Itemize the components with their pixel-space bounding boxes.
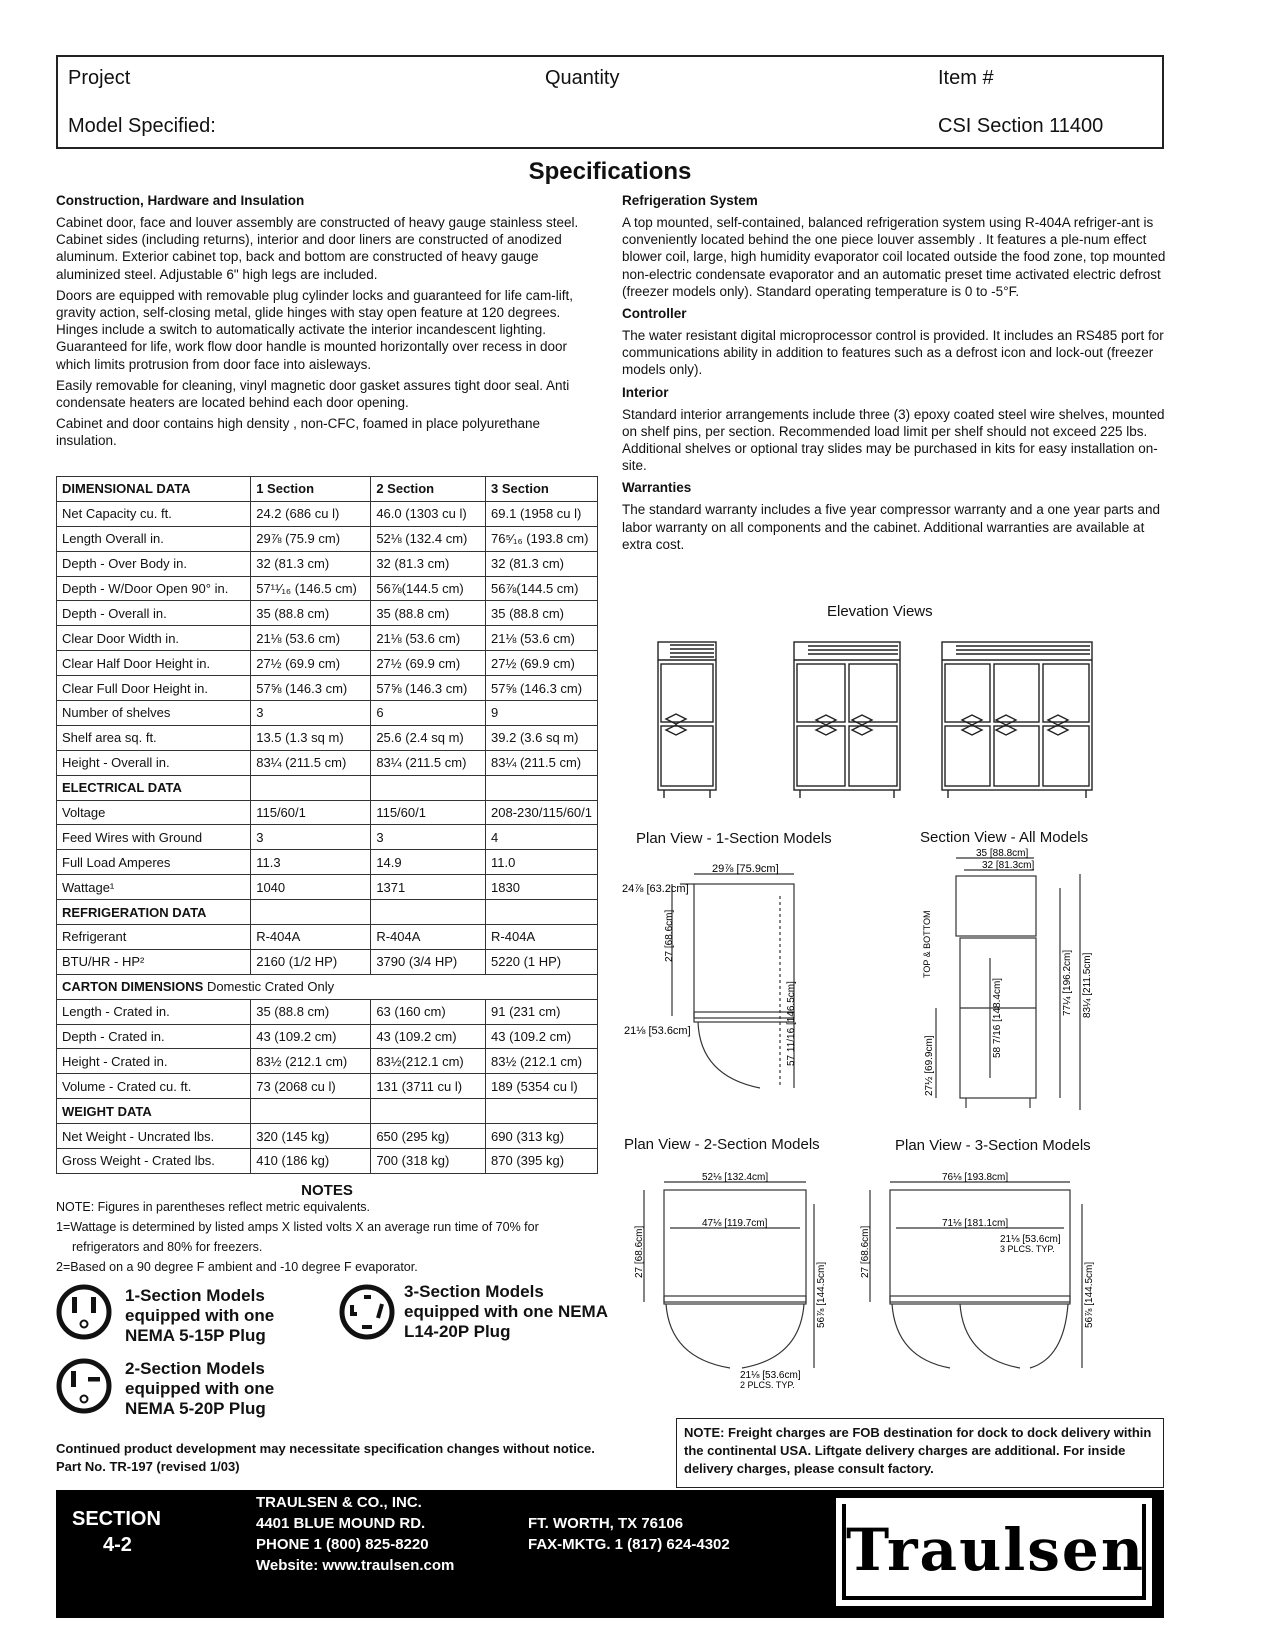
interior-heading: Interior [622, 384, 669, 400]
plug-2-line-2: equipped with one [125, 1379, 275, 1398]
note-1-line-1: 1=Wattage is determined by listed amps X listed volts X an average run time of 70% for [56, 1220, 539, 1234]
table-row [57, 601, 598, 626]
table-row [57, 775, 598, 800]
table-cell: Full Load Amperes [57, 850, 251, 875]
table-cell: Voltage [57, 800, 251, 825]
table-cell: 76⁵⁄₁₆ (193.8 cm) [486, 526, 598, 551]
company-fax: FAX-MKTG. 1 (817) 624-4302 [528, 1536, 730, 1553]
table-cell: 91 (231 cm) [486, 999, 598, 1024]
section-view-drawing [920, 848, 1110, 1118]
table-cell: 43 (109.2 cm) [371, 1024, 486, 1049]
table-cell: 56⅞(144.5 cm) [486, 576, 598, 601]
table-cell: 32 (81.3 cm) [486, 551, 598, 576]
table-cell: R-404A [371, 925, 486, 950]
p3-plcs: 3 PLCS. TYP. [1000, 1244, 1055, 1254]
table-cell: 4 [486, 825, 598, 850]
plug-3-section-text [404, 1282, 608, 1342]
table-cell: Shelf area sq. ft. [57, 725, 251, 750]
elevation-2-section [794, 642, 900, 798]
table-cell: 83½ (212.1 cm) [486, 1049, 598, 1074]
table-cell: 1830 [486, 875, 598, 900]
table-cell: Net Weight - Uncrated lbs. [57, 1124, 251, 1149]
continued-development-note [56, 1440, 595, 1476]
table-cell: 3 Section [486, 477, 598, 502]
table-cell: 9 [486, 701, 598, 726]
quantity-label: Quantity [545, 67, 620, 89]
table-cell: 35 (88.8 cm) [251, 999, 371, 1024]
elevation-views-caption: Elevation Views [827, 603, 933, 620]
p2-27-dim: 27 [68.6cm] [634, 1225, 645, 1278]
table-cell: 69.1 (1958 cu l) [486, 501, 598, 526]
refrigeration-system-text: A top mounted, self-contained, balanced refrigeration system using R-404A refriger-ant is conveniently located behind the one piece louver assembly . It features a ple-num effect blower coil, large, high humidity evaporator coil located outside the food zone, top mounted non-electric condensate evaporator and an automatic preset time activated electric defrost (freezer models only). Standard operating temperature is 0 to -5°F. [622, 215, 1166, 299]
table-cell: 25.6 (2.4 sq m) [371, 725, 486, 750]
table-cell: 56⅞(144.5 cm) [371, 576, 486, 601]
csi-section-label: CSI Section 11400 [938, 115, 1104, 137]
table-cell: Volume - Crated cu. ft. [57, 1074, 251, 1099]
table-row [57, 651, 598, 676]
notes-title: NOTES [301, 1182, 353, 1199]
company-website[interactable]: Website: www.traulsen.com [256, 1557, 455, 1574]
table-cell: 57⅝ (146.3 cm) [251, 676, 371, 701]
plug-3-line-3: L14-20P Plug [404, 1322, 511, 1341]
p3-27-dim: 27 [68.6cm] [860, 1225, 871, 1278]
table-row [57, 725, 598, 750]
table-cell [251, 900, 371, 925]
logo-text: Traulsen [846, 1516, 1146, 1584]
model-specified-label: Model Specified: [68, 115, 216, 137]
construction-paragraph-2: Doors are equipped with removable plug cylinder locks and guaranteed for life cam-lift, gravity action, self-closing metal, glide hinges with stay open feature at 120 degrees. Hinges include a switch to automatically activate the interior incandescent lighting. Guaranteed for life, work flow door handle is mounted horizontally over recess in door which limits protrusion from door face into aisleways. [56, 287, 574, 372]
plan-view-1-drawing [620, 863, 830, 1106]
warranties-text: The standard warranty includes a five year compressor warranty and a one year parts and labor warranty on all components and the cabinet. Additional warranties are available at extra cost. [622, 502, 1161, 552]
p3-width-dim: 76⅛ [193.8cm] [942, 1172, 1009, 1183]
table-cell: Height - Crated in. [57, 1049, 251, 1074]
company-address: 4401 BLUE MOUND RD. [256, 1515, 426, 1532]
continued-line-1: Continued product development may necessitate specification changes without notice. [56, 1441, 595, 1456]
construction-heading: Construction, Hardware and Insulation [56, 193, 305, 208]
table-row [57, 999, 598, 1024]
table-cell: Length Overall in. [57, 526, 251, 551]
traulsen-logo [836, 1498, 1152, 1606]
table-cell: R-404A [486, 925, 598, 950]
table-cell: 320 (145 kg) [251, 1124, 371, 1149]
table-cell: 2160 (1/2 HP) [251, 949, 371, 974]
s-top-bottom: TOP & BOTTOM [922, 910, 932, 978]
table-row [57, 526, 598, 551]
s-83-dim: 83¼ [211.5cm] [1082, 952, 1093, 1018]
table-cell: Clear Half Door Height in. [57, 651, 251, 676]
elevation-1-section [658, 642, 716, 798]
note-1-line-2: refrigerators and 80% for freezers. [72, 1240, 263, 1254]
table-cell: 52⅛ (132.4 cm) [371, 526, 486, 551]
specifications-table [56, 476, 598, 1174]
table-row [57, 1124, 598, 1149]
table-cell: 24.2 (686 cu l) [251, 501, 371, 526]
plan-view-3-drawing [860, 1168, 1120, 1388]
table-cell: Depth - Crated in. [57, 1024, 251, 1049]
section-view-caption: Section View - All Models [920, 829, 1089, 846]
s-32-dim: 32 [81.3cm] [982, 860, 1035, 871]
table-row [57, 925, 598, 950]
table-cell: DIMENSIONAL DATA [57, 477, 251, 502]
table-cell: Feed Wires with Ground [57, 825, 251, 850]
table-row [57, 850, 598, 875]
table-cell: Clear Full Door Height in. [57, 676, 251, 701]
plan-view-2-caption: Plan View - 2-Section Models [624, 1136, 820, 1153]
table-cell: 83½(212.1 cm) [371, 1049, 486, 1074]
company-name: TRAULSEN & CO., INC. [256, 1494, 422, 1511]
table-row [57, 676, 598, 701]
table-cell: Clear Door Width in. [57, 626, 251, 651]
plug-1-line-2: equipped with one [125, 1306, 275, 1325]
p3-71-dim: 71⅛ [181.1cm] [942, 1218, 1009, 1229]
table-cell: 32 (81.3 cm) [251, 551, 371, 576]
table-cell [371, 1099, 486, 1124]
table-cell: 57¹¹⁄₁₆ (146.5 cm) [251, 576, 371, 601]
table-cell: 3 [251, 825, 371, 850]
nema-5-15p-plug-icon [55, 1283, 113, 1341]
table-cell: 208-230/115/60/1 [486, 800, 598, 825]
table-row [57, 900, 598, 925]
plan-view-2-drawing [630, 1168, 850, 1388]
plug-2-line-3: NEMA 5-20P Plug [125, 1399, 266, 1418]
table-cell: 32 (81.3 cm) [371, 551, 486, 576]
table-cell: R-404A [251, 925, 371, 950]
plug-1-section-text [125, 1286, 274, 1346]
plug-3-line-2: equipped with one NEMA [404, 1302, 608, 1321]
construction-section [56, 193, 598, 450]
table-cell: 43 (109.2 cm) [251, 1024, 371, 1049]
table-row [57, 1074, 598, 1099]
p2-47-dim: 47⅛ [119.7cm] [702, 1218, 768, 1229]
table-cell: 1371 [371, 875, 486, 900]
table-cell: Net Capacity cu. ft. [57, 501, 251, 526]
table-cell: Depth - W/Door Open 90° in. [57, 576, 251, 601]
elevation-3-section [942, 642, 1092, 798]
table-cell [57, 974, 598, 999]
table-cell: 27½ (69.9 cm) [251, 651, 371, 676]
table-cell: REFRIGERATION DATA [57, 900, 251, 925]
table-cell [371, 775, 486, 800]
freight-note-box: NOTE: Freight charges are FOB destination for dock to dock delivery within the continental USA. Liftgate delivery charges are additional. For inside delivery charges, please consult factory. [676, 1418, 1164, 1488]
carton-heading: CARTON DIMENSIONS [62, 979, 204, 995]
table-cell: 35 (88.8 cm) [371, 601, 486, 626]
p2-plcs: 2 PLCS. TYP. [740, 1380, 795, 1390]
table-cell [486, 900, 598, 925]
table-row [57, 974, 598, 999]
part-number: Part No. TR-197 (revised 1/03) [56, 1459, 240, 1474]
page-title: Specifications [528, 158, 692, 185]
header-box [56, 55, 1164, 149]
table-cell: 29⅞ (75.9 cm) [251, 526, 371, 551]
table-cell: 27½ (69.9 cm) [486, 651, 598, 676]
carton-suffix: Domestic Crated Only [203, 979, 335, 995]
plan-view-3-caption: Plan View - 3-Section Models [895, 1137, 1091, 1154]
table-cell: 189 (5354 cu l) [486, 1074, 598, 1099]
table-cell: Depth - Over Body in. [57, 551, 251, 576]
p1-27-dim: 27 [68.6cm] [664, 909, 675, 962]
table-cell: 2 Section [371, 477, 486, 502]
table-cell: 115/60/1 [371, 800, 486, 825]
table-cell: 1 Section [251, 477, 371, 502]
table-cell: 57⅝ (146.3 cm) [486, 676, 598, 701]
p1-21-dim: 21⅛ [53.6cm] [624, 1025, 691, 1037]
p2-width-dim: 52⅛ [132.4cm] [702, 1172, 769, 1183]
table-cell: Wattage¹ [57, 875, 251, 900]
table-cell: 870 (395 kg) [486, 1149, 598, 1174]
project-label: Project [68, 67, 131, 89]
table-cell: Number of shelves [57, 701, 251, 726]
plan-view-1-caption: Plan View - 1-Section Models [636, 830, 832, 847]
table-cell: Depth - Overall in. [57, 601, 251, 626]
table-cell: Refrigerant [57, 925, 251, 950]
s-27-dim: 27½ [69.9cm] [924, 1035, 935, 1096]
p2-56-dim: 56⅞ [144.5cm] [816, 1261, 827, 1328]
construction-paragraph-4: Cabinet and door contains high density , non-CFC, foamed in place polyurethane insulation. [56, 416, 541, 449]
table-row [57, 626, 598, 651]
table-row [57, 750, 598, 775]
p1-57-dim: 57 11/16 [146.5cm] [786, 981, 797, 1066]
p3-56-dim: 56⅞ [144.5cm] [1084, 1261, 1095, 1328]
p3-21-dim: 21⅛ [53.6cm] [1000, 1234, 1061, 1245]
refrigeration-system-heading: Refrigeration System [622, 193, 758, 208]
s-35-dim: 35 [88.8cm] [976, 848, 1029, 859]
table-cell: 39.2 (3.6 sq m) [486, 725, 598, 750]
nema-l14-20p-plug-icon [338, 1283, 396, 1341]
table-row [57, 825, 598, 850]
table-cell: 21⅛ (53.6 cm) [251, 626, 371, 651]
table-cell [486, 775, 598, 800]
table-cell: 21⅛ (53.6 cm) [371, 626, 486, 651]
table-row [57, 875, 598, 900]
table-cell [251, 1099, 371, 1124]
table-row [57, 576, 598, 601]
table-row [57, 1149, 598, 1174]
table-cell: 57⅝ (146.3 cm) [371, 676, 486, 701]
table-cell [486, 1099, 598, 1124]
table-cell: 27½ (69.9 cm) [371, 651, 486, 676]
s-58-dim: 58 7/16 [148.4cm] [992, 977, 1003, 1058]
table-cell: 700 (318 kg) [371, 1149, 486, 1174]
warranties-heading: Warranties [622, 480, 692, 496]
table-cell: 46.0 (1303 cu l) [371, 501, 486, 526]
table-cell: 83¼ (211.5 cm) [251, 750, 371, 775]
table-header-row [57, 477, 598, 502]
table-cell: 13.5 (1.3 sq m) [251, 725, 371, 750]
table-cell: 35 (88.8 cm) [251, 601, 371, 626]
table-cell: 131 (3711 cu l) [371, 1074, 486, 1099]
company-city: FT. WORTH, TX 76106 [528, 1515, 684, 1532]
table-cell: 73 (2068 cu l) [251, 1074, 371, 1099]
table-cell: 5220 (1 HP) [486, 949, 598, 974]
table-cell [251, 775, 371, 800]
plug-1-line-3: NEMA 5-15P Plug [125, 1326, 266, 1345]
table-cell: 690 (313 kg) [486, 1124, 598, 1149]
right-column-text [622, 193, 1178, 553]
note-metric: NOTE: Figures in parentheses reflect metric equivalents. [56, 1200, 371, 1214]
table-cell: 63 (160 cm) [371, 999, 486, 1024]
table-cell: 11.3 [251, 850, 371, 875]
note-2: 2=Based on a 90 degree F ambient and -10 degree F evaporator. [56, 1260, 418, 1274]
elevation-views-drawing [656, 640, 1106, 810]
footer [56, 1490, 1164, 1618]
table-cell: BTU/HR - HP² [57, 949, 251, 974]
table-cell: 83¼ (211.5 cm) [486, 750, 598, 775]
table-cell: 35 (88.8 cm) [486, 601, 598, 626]
table-cell: Height - Overall in. [57, 750, 251, 775]
table-row [57, 949, 598, 974]
table-cell: 3 [371, 825, 486, 850]
p1-width-dim: 29⅞ [75.9cm] [712, 863, 779, 875]
table-row [57, 501, 598, 526]
interior-text: Standard interior arrangements include three (3) epoxy coated steel wire shelves, mounted on shelf pins, per section. Recommended load limit per shelf should not exceed 225 lbs. Additional shelves or optional tray slides may be purchased in kits for easy installation on-site. [622, 406, 1165, 474]
table-row [57, 1049, 598, 1074]
table-cell: ELECTRICAL DATA [57, 775, 251, 800]
table-row [57, 800, 598, 825]
table-cell: 11.0 [486, 850, 598, 875]
plug-1-line-1: 1-Section Models [125, 1286, 265, 1305]
p1-depth-dim: 24⅞ [63.2cm] [622, 883, 689, 895]
table-cell: WEIGHT DATA [57, 1099, 251, 1124]
table-cell: 115/60/1 [251, 800, 371, 825]
section-label: SECTION [72, 1508, 161, 1530]
table-cell: 43 (109.2 cm) [486, 1024, 598, 1049]
plug-2-section-text [125, 1359, 274, 1419]
p2-21-dim: 21⅛ [53.6cm] [740, 1370, 801, 1381]
construction-paragraph-3: Easily removable for cleaning, vinyl magnetic door gasket assures tight door seal. Anti condensate heaters are located behind each door opening. [56, 377, 570, 411]
table-cell: 6 [371, 701, 486, 726]
table-cell [371, 900, 486, 925]
table-cell: 21⅛ (53.6 cm) [486, 626, 598, 651]
controller-text: The water resistant digital microprocessor control is provided. It includes an RS485 port for communications ability in addition to features such as a defrost icon and lock-out (freezer models only). [622, 328, 1164, 378]
table-row [57, 1099, 598, 1124]
plug-3-line-1: 3-Section Models [404, 1282, 544, 1301]
item-label: Item # [938, 67, 994, 89]
table-cell: 83½ (212.1 cm) [251, 1049, 371, 1074]
company-phone: PHONE 1 (800) 825-8220 [256, 1536, 429, 1553]
table-row [57, 701, 598, 726]
table-row [57, 551, 598, 576]
table-cell: 83¼ (211.5 cm) [371, 750, 486, 775]
table-cell: 3790 (3/4 HP) [371, 949, 486, 974]
table-cell: Gross Weight - Crated lbs. [57, 1149, 251, 1174]
table-cell: 1040 [251, 875, 371, 900]
s-77-dim: 77¼ [196.2cm] [1062, 949, 1073, 1016]
section-number: 4-2 [103, 1534, 132, 1556]
table-cell: 650 (295 kg) [371, 1124, 486, 1149]
table-row [57, 1024, 598, 1049]
plug-2-line-1: 2-Section Models [125, 1359, 265, 1378]
table-cell: Length - Crated in. [57, 999, 251, 1024]
table-cell: 410 (186 kg) [251, 1149, 371, 1174]
table-cell: 3 [251, 701, 371, 726]
table-cell: 14.9 [371, 850, 486, 875]
nema-5-20p-plug-icon [55, 1357, 113, 1415]
controller-heading: Controller [622, 306, 687, 322]
construction-paragraph-1: Cabinet door, face and louver assembly are constructed of heavy gauge stainless steel. Cabinet sides (including returns), interior and door liners are constructed of anodized aluminum. Exterior cabinet top, back and bottom are constructed of heavy gauge aluminized steel. Adjustable 6" high legs are included. [56, 215, 579, 282]
